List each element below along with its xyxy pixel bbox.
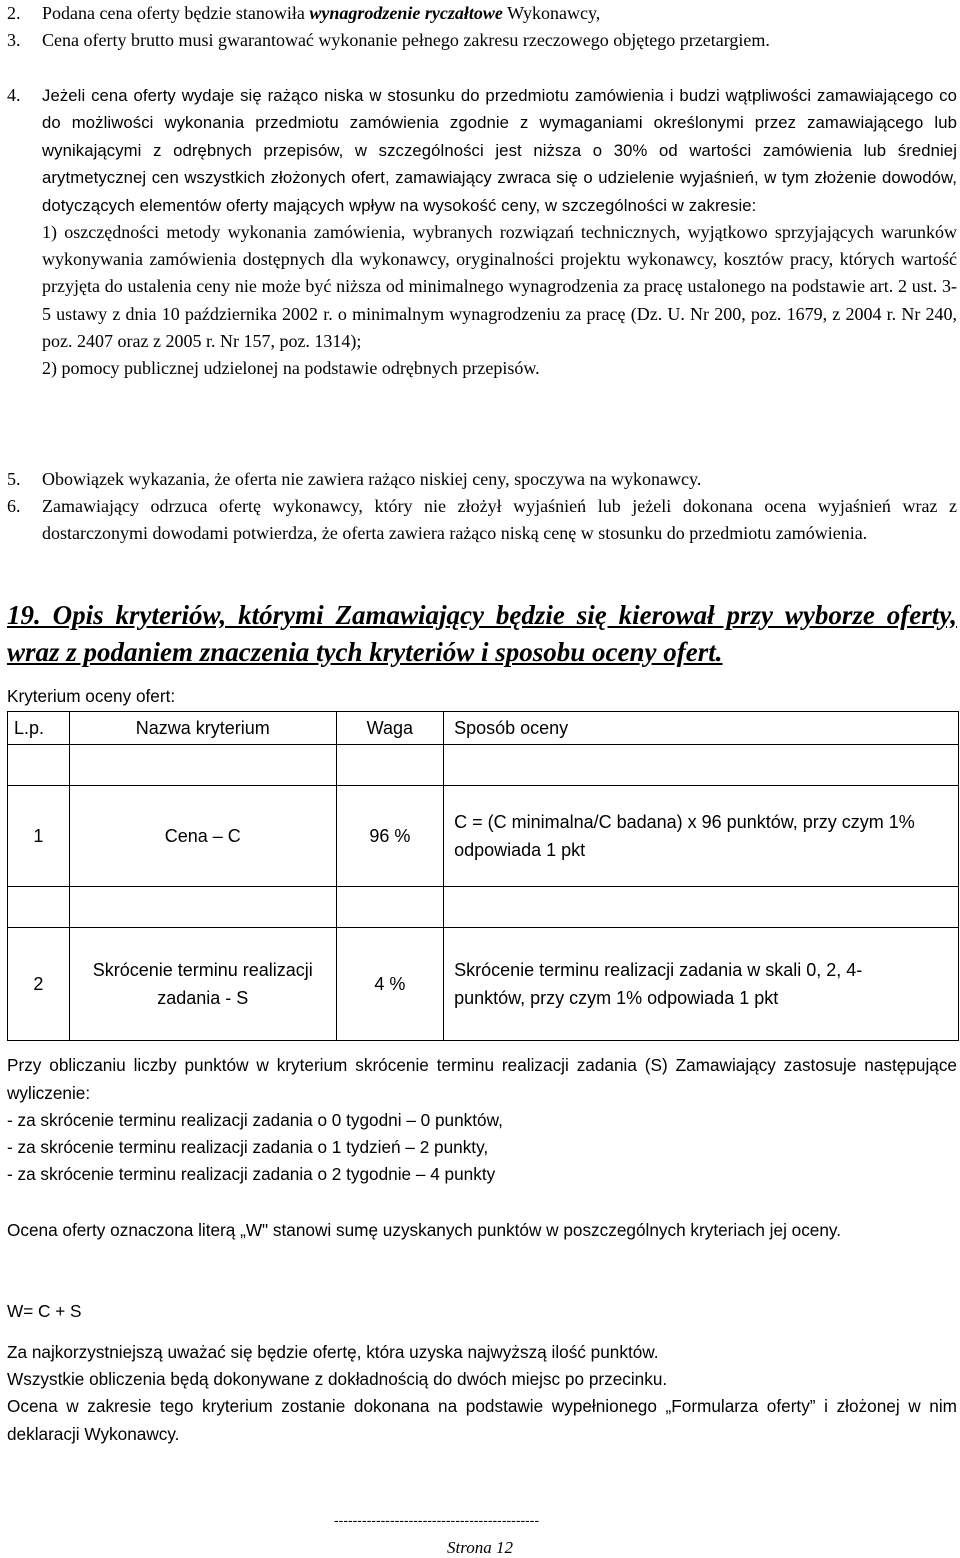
list-item-2 — [7, 0, 957, 27]
list-item-4 — [7, 82, 957, 382]
cell-method: Skrócenie terminu realizacji zadania w skali 0, 2, 4- punktów, przy czym 1% odpowiada 1 pkt — [444, 928, 959, 1041]
header-method: Sposób oceny — [444, 712, 959, 745]
table-row — [8, 928, 959, 1041]
item-subpoint-2: 2) pomocy publicznej udzielonej na podstawie odrębnych przepisów. — [42, 358, 540, 379]
item-text: Podana cena oferty będzie stanowiła — [42, 3, 310, 23]
page-number: Strona 12 — [447, 1538, 513, 1557]
list-item-5 — [7, 466, 957, 493]
closing-line-0: Za najkorzystniejszą uważać się będzie ofertę, która uzyska najwyższą ilość punktów. — [7, 1342, 659, 1362]
cell-method: C = (C minimalna/C badana) x 96 punktów, przy czym 1% odpowiada 1 pkt — [444, 786, 959, 887]
item-text: Jeżeli cena oferty wydaje się rażąco niska w stosunku do przedmiotu zamówienia i budzi wątpliwości zamawiającego co do możliwości wykonania przedmiotu zamówienia zgodnie z wymaganiami określonymi przez zamawiającego lub wynikającymi z odrębnych przepisów, w szczególności jest niższa o 30% od wartości zamówienia lub średniej arytmetycznej cen wszystkich złożonych ofert, zamawiający zwraca się o udzielenie wyjaśnień, w tym złożenie dowodów, dotyczących elementów oferty mających wpływ na wysokość ceny, w szczególności w zakresie: — [42, 86, 957, 215]
list-number: 6. — [7, 496, 21, 516]
cell-name: Skrócenie terminu realizacji zadania - S — [69, 928, 336, 1041]
list-item-3 — [7, 27, 957, 54]
table-row — [8, 786, 959, 887]
header-name: Nazwa kryterium — [69, 712, 336, 745]
criteria-table — [7, 711, 959, 1041]
list-item-6 — [7, 493, 957, 547]
cell-lp: 2 — [8, 928, 70, 1041]
closing-line-1: Wszystkie obliczenia będą dokonywane z dokładnością do dwóch miejsc po przecinku. — [7, 1369, 668, 1389]
item-text: Zamawiający odrzuca ofertę wykonawcy, który nie złożył wyjaśnień lub jeżeli dokonana ocena wyjaśnień wraz z dostarczonymi dowodami potwierdza, że oferta zawiera rażąco niską cenę w stosunku do przedmiotu zamówienia. — [42, 496, 957, 544]
formula: W= C + S — [7, 1301, 82, 1321]
closing-line-2: Ocena w zakresie tego kryterium zostanie dokonana na podstawie wypełnionego „Formularza oferty” i złożonej w nim deklaracji Wykonawcy. — [7, 1396, 957, 1444]
list-number: 2. — [7, 3, 21, 23]
list-number: 4. — [7, 85, 21, 105]
item-text: Obowiązek wykazania, że oferta nie zawiera rażąco niskiej ceny, spoczywa na wykonawcy. — [42, 469, 702, 489]
points-intro: Przy obliczaniu liczby punktów w kryterium skrócenie terminu realizacji zadania (S) Zamawiający zastosuje następujące wyliczenie: — [7, 1055, 957, 1103]
item-text-end: Wykonawcy, — [502, 3, 601, 23]
list-number: 3. — [7, 30, 21, 50]
cell-weight: 4 % — [336, 928, 443, 1041]
points-line-1: - za skrócenie terminu realizacji zadania o 1 tydzień – 2 punkty, — [7, 1137, 489, 1157]
header-weight: Waga — [336, 712, 443, 745]
list-number: 5. — [7, 469, 21, 489]
cell-lp: 1 — [8, 786, 70, 887]
cell-weight: 96 % — [336, 786, 443, 887]
header-lp: L.p. — [8, 712, 70, 745]
section-heading: 19. Opis kryteriów, którymi Zamawiający będzie się kierował przy wyborze oferty, wraz z podaniem znaczenia tych kryteriów i sposobu oceny ofert. — [7, 600, 957, 667]
ocena-text: Ocena oferty oznaczona literą „W" stanowi sumę uzyskanych punktów w poszczególnych kryteriach jej oceny. — [7, 1220, 842, 1240]
item-subpoint-1: 1) oszczędności metody wykonania zamówienia, wybranych rozwiązań technicznych, wyjątkowo sprzyjających warunków wykonywania zamówienia dostępnych dla wykonawcy, oryginalności projektu wykonawcy, kosztów pracy, których wartość przyjęta do ustalenia ceny nie może być niższa od minimalnego wynagrodzenia za pracę ustalonego na podstawie art. 2 ust. 3-5 ustawy z dnia 10 października 2002 r. o minimalnym wynagrodzeniu za pracę (Dz. U. Nr 200, poz. 1679, z 2004 r. Nr 240, poz. 2407 oraz z 2005 r. Nr 157, poz. 1314); — [42, 222, 957, 351]
points-line-2: - za skrócenie terminu realizacji zadania o 2 tygodnie – 4 punkty — [7, 1164, 496, 1184]
table-header-row — [8, 712, 959, 745]
cell-name: Cena – C — [69, 786, 336, 887]
criteria-label: Kryterium oceny ofert: — [7, 686, 176, 706]
points-line-0: - za skrócenie terminu realizacji zadania o 0 tygodni – 0 punktów, — [7, 1110, 503, 1130]
footer-separator: -------------------------------------------- — [334, 1512, 540, 1528]
emphasis-text: wynagrodzenie ryczałtowe — [309, 3, 503, 23]
item-text: Cena oferty brutto musi gwarantować wykonanie pełnego zakresu rzeczowego objętego przetargiem. — [42, 30, 770, 50]
